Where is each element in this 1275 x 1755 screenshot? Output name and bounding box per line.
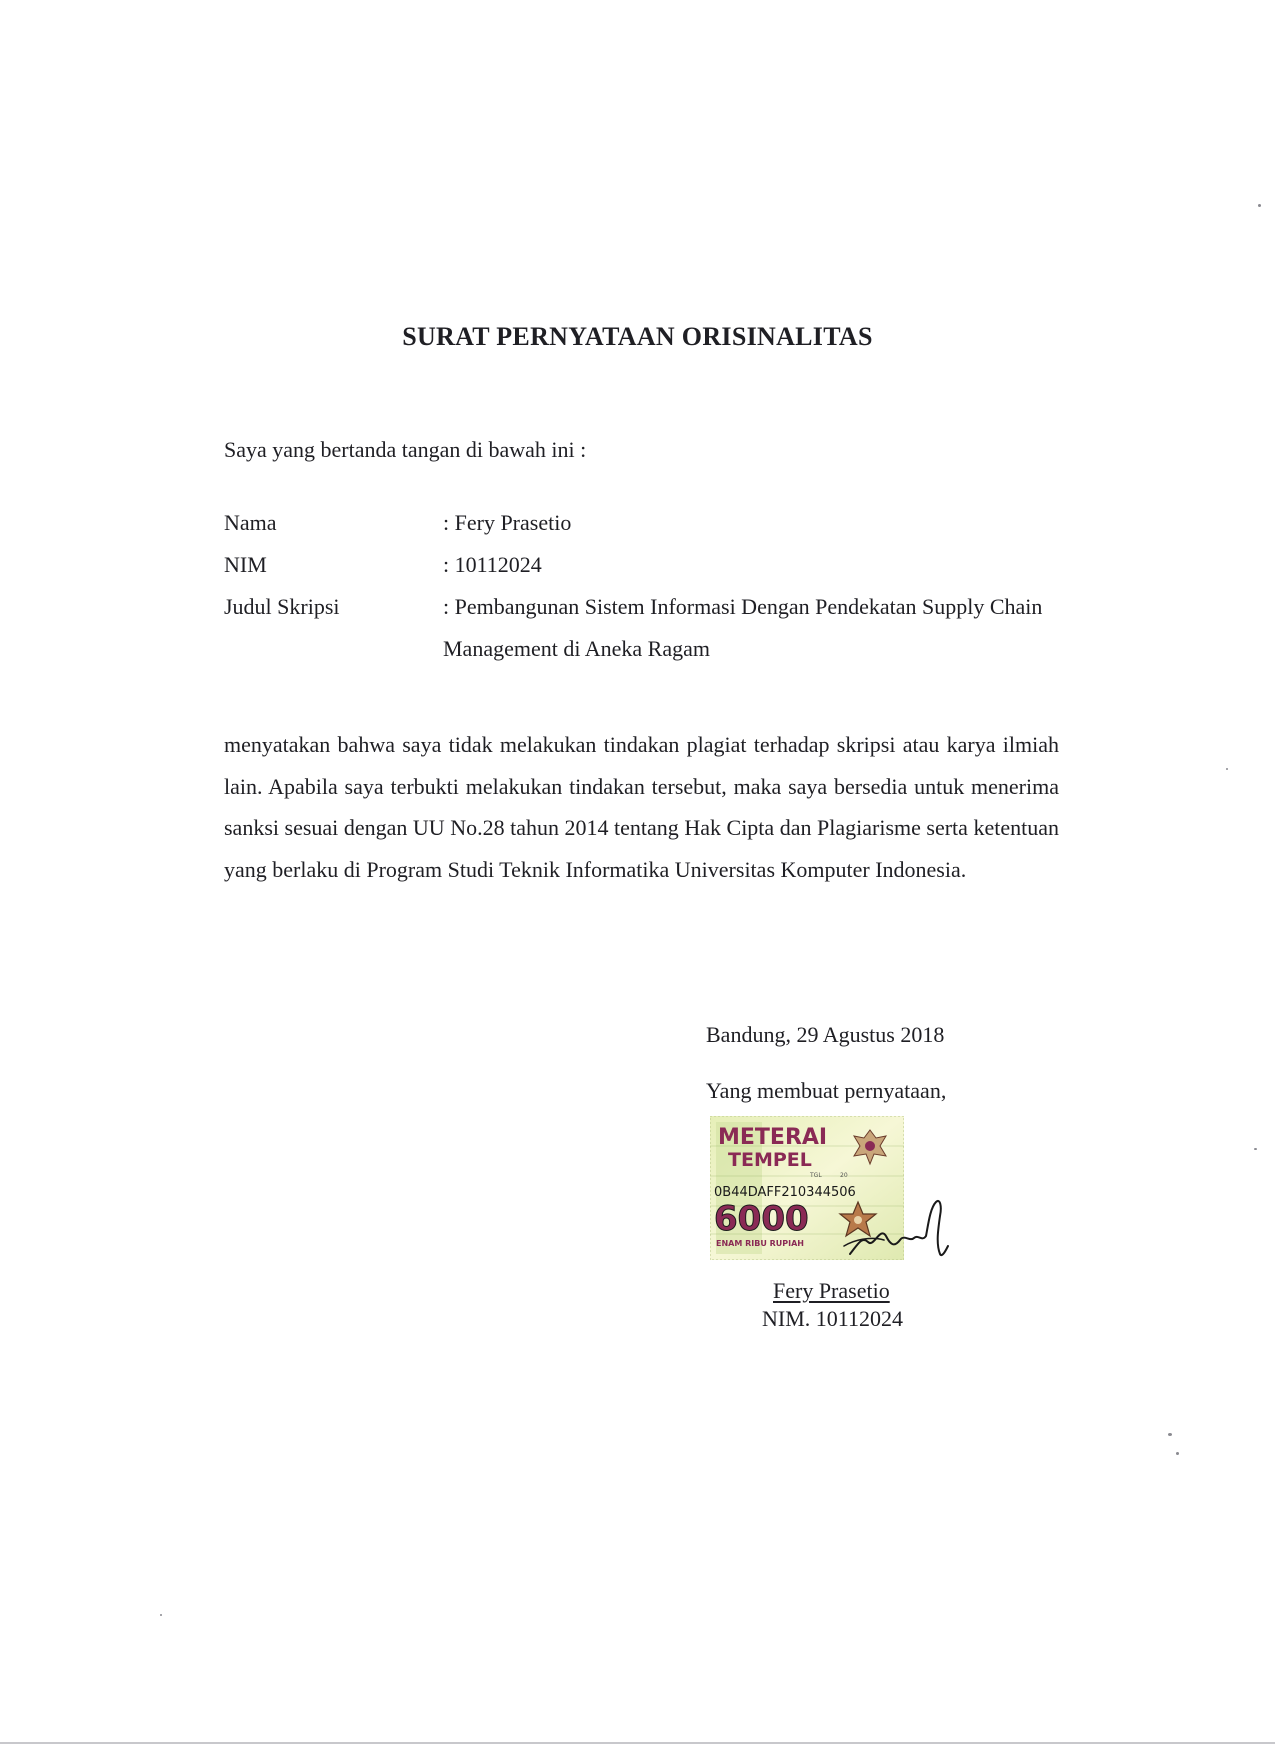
scan-speck [1176,1452,1179,1455]
document-title: SURAT PERNYATAAN ORISINALITAS [402,322,873,351]
field-label-nama: Nama [224,510,277,535]
scan-speck [1226,768,1228,770]
stamp-line2: TEMPEL [728,1149,812,1171]
place-date: Bandung, 29 Agustus 2018 [706,1022,945,1047]
scan-speck [1168,1433,1172,1436]
stamp-value-words: ENAM RIBU RUPIAH [716,1239,804,1248]
signer-nim: NIM. 10112024 [762,1306,903,1331]
field-label-judul-skripsi: Judul Skripsi [224,594,340,619]
scan-speck [1254,1148,1257,1150]
signer-name: Fery Prasetio [773,1278,890,1303]
stamp-line1: METERAI [718,1125,828,1150]
field-value-nim: : 10112024 [443,552,542,577]
stamp-value: 6000 [714,1199,809,1239]
stamp-tgl-label: TGL [810,1172,822,1179]
field-label-nim: NIM [224,552,267,577]
scan-speck [160,1614,162,1616]
stamp-tgl-value: 20 [840,1172,848,1179]
statement-paragraph: menyatakan bahwa saya tidak melakukan tindakan plagiat terhadap skripsi atau karya ilmiah lain. Apabila saya terbukti melakukan tindakan tersebut, maka saya bersedia untuk menerima sanksi sesuai dengan UU No.28 tahun 2014 tentang Hak Cipta dan Plagiarisme serta ketentuan yang berlaku di Program Studi Teknik Informatika Universitas Komputer Indonesia. [224,732,1059,882]
signatory-label: Yang membuat pernyataan, [706,1078,947,1103]
stamp-serial: 0B44DAFF210344506 [714,1185,856,1200]
scan-speck [1258,204,1261,207]
scan-edge-line [0,1742,1275,1744]
field-value-nama: : Fery Prasetio [443,510,572,535]
handwritten-signature [840,1196,950,1266]
intro-text: Saya yang bertanda tangan di bawah ini : [224,437,587,462]
field-value-judul-skripsi: : Pembangunan Sistem Informasi Dengan Pendekatan Supply Chain Management di Aneka Ragam [443,594,1043,661]
